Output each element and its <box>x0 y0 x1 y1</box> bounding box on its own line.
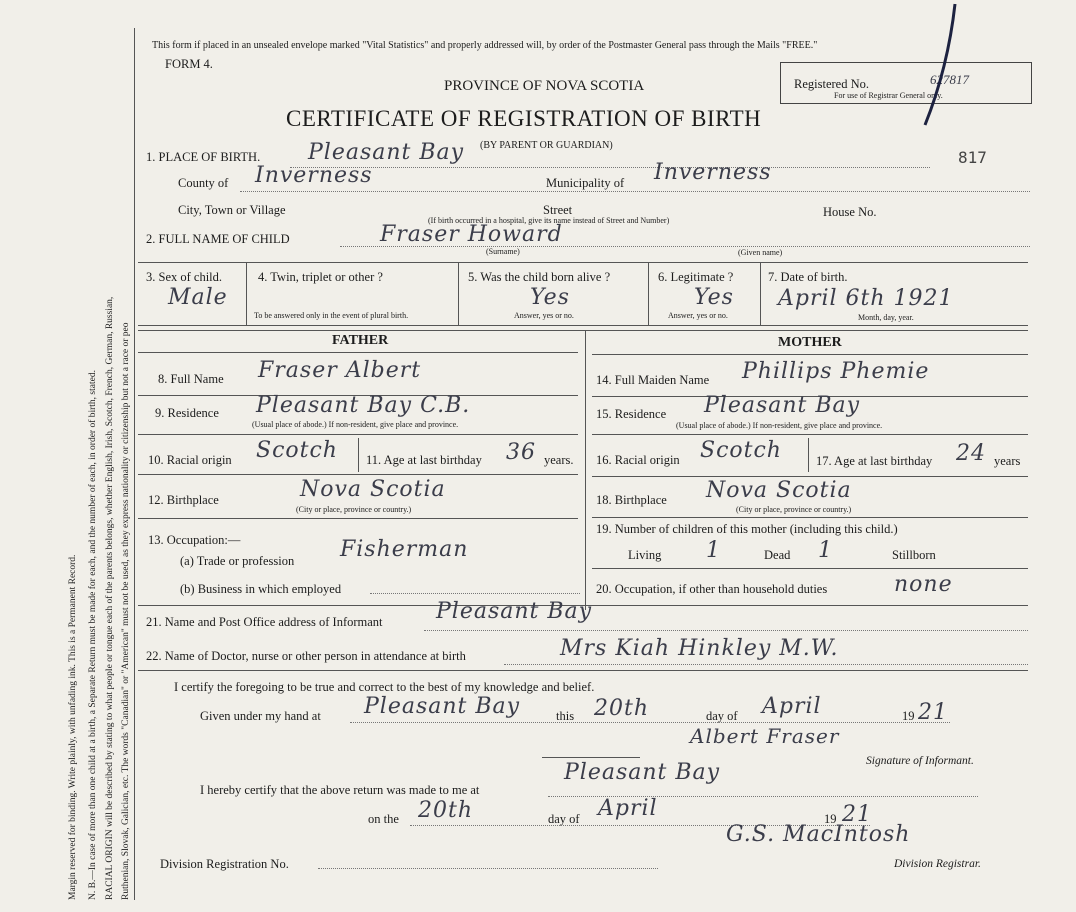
given-month-value: April <box>762 694 822 719</box>
father-years-label: years. <box>544 453 574 467</box>
on-the-label: on the <box>368 812 399 826</box>
registrar-year-value: 21 <box>842 802 872 827</box>
mother-heading-rule <box>592 354 1028 355</box>
child-name-line <box>340 246 1030 247</box>
by-parent-note: (BY PARENT OR GUARDIAN) <box>480 140 613 151</box>
father-residence-note: (Usual place of abode.) If non-resident, give place and province. <box>252 420 459 429</box>
given-year-value: 21 <box>918 700 948 725</box>
parents-divider <box>585 330 586 610</box>
hospital-note: (If birth occurred in a hospital, give its name instead of Street and Number) <box>428 216 670 225</box>
alive-label: 5. Was the child born alive ? <box>468 270 611 284</box>
margin-note-racial-cont: Ruthenian, Slovak, Galician, etc. The words "Canadian" or "American" must not be used, as they express nationality or citizenship but not a race or peo <box>121 322 131 900</box>
row-bottom-rule <box>138 325 1028 326</box>
sex-label: 3. Sex of child. <box>146 270 223 284</box>
mother-residence-value: Pleasant Bay <box>704 393 861 418</box>
informant-value: Pleasant Bay <box>436 599 593 624</box>
father-residence-value: Pleasant Bay C.B. <box>256 393 471 418</box>
registered-number: 627817 <box>930 72 969 87</box>
informant-label: 21. Name and Post Office address of Informant <box>146 615 383 629</box>
legitimate-note: Answer, yes or no. <box>668 311 728 320</box>
margin-note-binding: Margin reserved for binding. Write plainly, with unfading ink. This is a Permanent Record. <box>68 554 78 900</box>
father-heading: FATHER <box>332 333 389 348</box>
twin-note: To be answered only in the event of plural birth. <box>254 311 409 320</box>
county-label: County of <box>178 176 229 190</box>
father-birthplace-note: (City or place, province or country.) <box>296 505 412 514</box>
mother-residence-label: 15. Residence <box>596 407 667 421</box>
form-number: FORM 4. <box>165 57 213 71</box>
surname-note: (Surname) <box>486 247 520 256</box>
given-under-label: Given under my hand at <box>200 709 321 723</box>
father-age-divider <box>358 438 359 472</box>
mother-racial-value: Scotch <box>700 438 782 463</box>
father-business-label: (b) Business in which employed <box>180 582 342 596</box>
registrar-year-prefix: 19 <box>824 812 837 826</box>
father-age-label: 11. Age at last birthday <box>366 453 482 467</box>
mother-age-value: 24 <box>956 441 986 466</box>
this-label: this <box>556 709 575 723</box>
divider-2 <box>458 262 459 325</box>
house-label: House No. <box>823 205 877 219</box>
father-heading-rule <box>138 352 578 353</box>
alive-note: Answer, yes or no. <box>514 311 574 320</box>
father-name-label: 8. Full Name <box>158 372 224 386</box>
father-rule-2 <box>138 434 578 435</box>
margin-notes <box>6 0 131 912</box>
dead-value: 1 <box>818 538 833 563</box>
registrar-use-note: For use of Registrar General only. <box>834 91 943 100</box>
mother-age-label: 17. Age at last birthday <box>816 454 933 468</box>
stamp-number: 817 <box>958 148 987 167</box>
child-name-value: Fraser Howard <box>380 222 563 247</box>
dead-label: Dead <box>764 548 791 562</box>
certify-statement: I certify the foregoing to be true and correct to the best of my knowledge and belief. <box>174 680 595 694</box>
division-registration-label: Division Registration No. <box>160 857 289 871</box>
father-trade-value: Fisherman <box>340 537 469 562</box>
mother-racial-label: 16. Racial origin <box>596 453 680 467</box>
registered-label: Registered No. <box>794 77 869 91</box>
father-age-value: 36 <box>506 440 536 465</box>
street-label: Street <box>543 203 573 217</box>
doctor-label: 22. Name of Doctor, nurse or other person in attendance at birth <box>146 649 466 663</box>
given-day-of-label: day of <box>706 709 738 723</box>
father-birthplace-value: Nova Scotia <box>300 477 446 502</box>
father-business-line <box>370 593 580 594</box>
alive-value: Yes <box>530 285 570 310</box>
mother-rule-2 <box>592 434 1028 435</box>
father-birthplace-label: 12. Birthplace <box>148 493 219 507</box>
legitimate-label: 6. Legitimate ? <box>658 270 734 284</box>
given-place-value: Pleasant Bay <box>364 694 521 719</box>
mother-rule-4 <box>592 517 1028 518</box>
page-title: CERTIFICATE OF REGISTRATION OF BIRTH <box>286 106 762 131</box>
mother-age-divider <box>808 438 809 472</box>
father-racial-label: 10. Racial origin <box>148 453 232 467</box>
mother-name-value: Phillips Phemie <box>742 359 930 384</box>
dob-value: April 6th 1921 <box>778 286 954 311</box>
given-year-prefix: 19 <box>902 709 915 723</box>
children-count-label: 19. Number of children of this mother (including this child.) <box>596 522 898 536</box>
registrar-day-value: 20th <box>418 798 474 823</box>
place-of-birth-value: Pleasant Bay <box>308 140 465 165</box>
father-trade-label: (a) Trade or profession <box>180 554 295 568</box>
child-name-label: 2. FULL NAME OF CHILD <box>146 232 290 246</box>
informant-line <box>424 630 1028 631</box>
registrar-signature: G.S. MacIntosh <box>726 822 911 847</box>
certify-top-rule <box>138 670 1028 671</box>
dob-label: 7. Date of birth. <box>768 270 848 284</box>
city-label: City, Town or Village <box>178 203 286 217</box>
mother-heading: MOTHER <box>778 335 842 350</box>
center-rule <box>542 757 640 758</box>
mother-occupation-value: none <box>894 572 953 597</box>
mother-birthplace-value: Nova Scotia <box>706 478 852 503</box>
mother-name-label: 14. Full Maiden Name <box>596 373 710 387</box>
father-rule-3 <box>138 474 578 475</box>
legitimate-value: Yes <box>694 285 734 310</box>
stillborn-label: Stillborn <box>892 548 936 562</box>
mother-birthplace-label: 18. Birthplace <box>596 493 667 507</box>
mother-birthplace-note: (City or place, province or country.) <box>736 505 852 514</box>
mother-residence-note: (Usual place of abode.) If non-resident, give place and province. <box>676 421 883 430</box>
margin-note-nb: N. B.—In case of more than one child at a birth, a Separate Return must be made for each, and the number of each, in order of birth, stated. <box>88 370 98 900</box>
living-value: 1 <box>706 538 721 563</box>
twin-label: 4. Twin, triplet or other ? <box>258 270 383 284</box>
divider-4 <box>760 262 761 325</box>
father-rule-4 <box>138 518 578 519</box>
sex-value: Male <box>168 285 228 310</box>
margin-note-racial: RACIAL ORIGIN will be described by stating to what people or tongue each of the parents belongs, whether English, Irish, Scotch, French, German, Russian, <box>105 296 115 900</box>
municipality-label: Municipality of <box>546 176 625 190</box>
municipality-value: Inverness <box>654 160 772 185</box>
given-name-note: (Given name) <box>738 248 783 257</box>
mother-occupation-label: 20. Occupation, if other than household duties <box>596 582 828 596</box>
divider-3 <box>648 262 649 325</box>
mother-rule-3 <box>592 476 1028 477</box>
registrar-statement: I hereby certify that the above return was made to me at <box>200 783 480 797</box>
dob-note: Month, day, year. <box>858 313 914 322</box>
registrar-day-of-label: day of <box>548 812 580 826</box>
living-label: Living <box>628 548 662 562</box>
mother-years-label: years <box>994 454 1021 468</box>
county-line <box>240 191 1030 192</box>
father-occupation-label: 13. Occupation:— <box>148 533 241 547</box>
division-registrar-label: Division Registrar. <box>894 858 981 870</box>
registrar-month-value: April <box>598 796 658 821</box>
province-heading: PROVINCE OF NOVA SCOTIA <box>444 78 645 94</box>
registrar-place-value: Pleasant Bay <box>564 760 721 785</box>
father-racial-value: Scotch <box>256 438 338 463</box>
county-value: Inverness <box>255 163 373 188</box>
doctor-line <box>504 664 1028 665</box>
place-line <box>290 167 930 168</box>
given-line <box>350 722 950 723</box>
father-name-value: Fraser Albert <box>258 358 422 383</box>
division-registration-line <box>318 868 658 869</box>
divider-1 <box>246 262 247 325</box>
row-top-rule <box>138 262 1028 263</box>
signature-informant-label: Signature of Informant. <box>866 755 974 767</box>
pen-stroke-mark <box>915 0 965 130</box>
parents-top-rule <box>138 330 1028 331</box>
place-of-birth-label: 1. PLACE OF BIRTH. <box>146 150 261 164</box>
given-day-value: 20th <box>594 696 650 721</box>
doctor-value: Mrs Kiah Hinkley M.W. <box>560 636 839 661</box>
free-notice: This form if placed in an unsealed envelope marked "Vital Statistics" and properly addressed will, by order of the Postmaster General pass through the Mails "FREE." <box>152 40 818 51</box>
informant-signature: Albert Fraser <box>690 724 840 748</box>
father-residence-label: 9. Residence <box>155 406 219 420</box>
mother-rule-5 <box>592 568 1028 569</box>
